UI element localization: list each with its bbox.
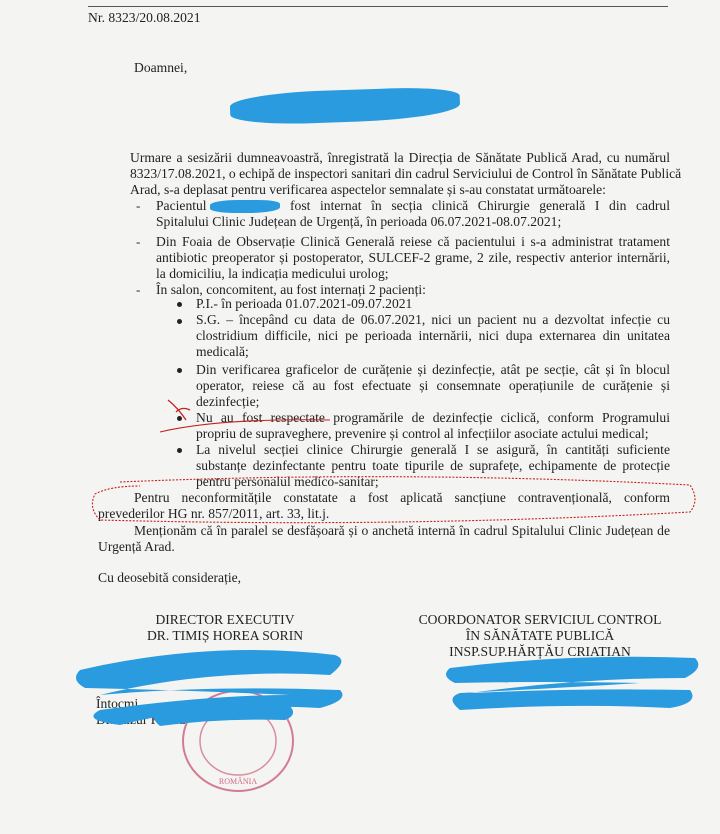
sub3-line-1: Din verificarea graficelor de curățenie și dezinfecție, atât pe secție, cât și în blocul	[196, 362, 670, 377]
sig-left-title: DIRECTOR EXECUTIV	[155, 612, 295, 627]
sig-right-title-2: ÎN SĂNĂTATE PUBLICĂ	[465, 628, 615, 643]
mention-line-2: Urgență Arad.	[98, 539, 175, 554]
bullet-dash: -	[136, 282, 141, 297]
sig-left-name: DR. TIMIȘ HOREA SORIN	[146, 628, 304, 643]
sanction-line-1: Pentru neconformitățile constatate a fost aplicată sancțiune contravențională, conform	[134, 490, 670, 505]
intro-line-2: 8323/17.08.2021, o echipă de inspectori sanitari din cadrul Serviciului de Control în Sănătate Publică	[130, 166, 682, 181]
sanction-line-2: prevederilor HG nr. 857/2011, art. 33, lit.j.	[98, 506, 330, 521]
sub3-line-2: operator, reiese că au fost efectuate și consemnate operațiunile de curățenie și	[196, 378, 670, 393]
sub5-line-3: pentru personalul medico-sanitar;	[196, 474, 379, 489]
sub2-line-3: medicală;	[196, 344, 249, 359]
b1-line-1: fost internat în secția clinică Chirurgie generală I din cadrul	[290, 198, 670, 213]
bullet-dash: -	[136, 234, 141, 249]
sub4-line-1: Nu au fost respectate programările de dezinfecție ciclică, conform Programului	[196, 410, 670, 425]
b1-prefix: Pacientul	[156, 198, 207, 213]
mention-line-1: Menționăm că în paralel se desfășoară și o anchetă internă în cadrul Spitalului Clinic Județean de	[134, 523, 670, 538]
b2-line-1: Din Foaia de Observație Clinică Generală reiese că pacientului i s-a administrat tratament	[156, 234, 670, 249]
sub3-line-3: dezinfecție;	[196, 394, 260, 409]
bullet-dash: -	[136, 198, 141, 213]
salutation: Doamnei,	[134, 60, 188, 75]
sig-right-name: INSP.SUP.HĂRȚĂU CRIATIAN	[449, 644, 631, 659]
closing: Cu deosebită considerație,	[98, 570, 242, 585]
sub4-line-2: propriu de supraveghere, prevenire și control al infecțiilor asociate actului medical;	[196, 426, 649, 441]
b2-line-2: antibiotic preoperator și postoperator, SULCEF-2 grame, 2 zile, respectiv anterior internării,	[156, 250, 670, 265]
sub2-line-1: S.G. – începând cu data de 06.07.2021, nici un pacient nu a dezvoltat infecție cu	[196, 312, 670, 327]
sub5-line-2: substanțe dezinfectante pentru toate tipurile de suprafețe, echipamente de protecție	[196, 458, 670, 473]
sub5-line-1: La nivelul secției clinice Chirurgie generală I se asigură, în cantități suficiente	[196, 442, 670, 457]
document-reference: Nr. 8323/20.08.2021	[88, 10, 201, 25]
stamp-text: ROMÂNIA	[218, 777, 258, 786]
sig-right-title-1: COORDONATOR SERVICIUL CONTROL	[418, 612, 662, 627]
sub2-line-2: clostridium difficile, nici pe perioada internării, nici dupa externarea din unitatea	[196, 328, 670, 343]
intro-line-3: Arad, s-a deplasat pentru verificarea aspectelor semnalate și s-au constatat următoarele:	[130, 182, 606, 197]
intro-line-1: Urmare a sesizării dumneavoastră, înregistrată la Direcția de Sănătate Publică Arad, cu numărul	[130, 150, 670, 165]
sub1-line: P.I.- în perioada 01.07.2021-09.07.2021	[196, 296, 413, 311]
b2-line-3: la domiciliu, la indicația medicului urolog;	[156, 266, 389, 281]
b3-line: În salon, concomitent, au fost internați 2 pacienți:	[156, 282, 426, 297]
b1-line-2: Spitalului Clinic Județean de Urgență, în perioada 06.07.2021-08.07.2021;	[156, 214, 562, 229]
drafted-by: Întocmi	[96, 696, 139, 711]
